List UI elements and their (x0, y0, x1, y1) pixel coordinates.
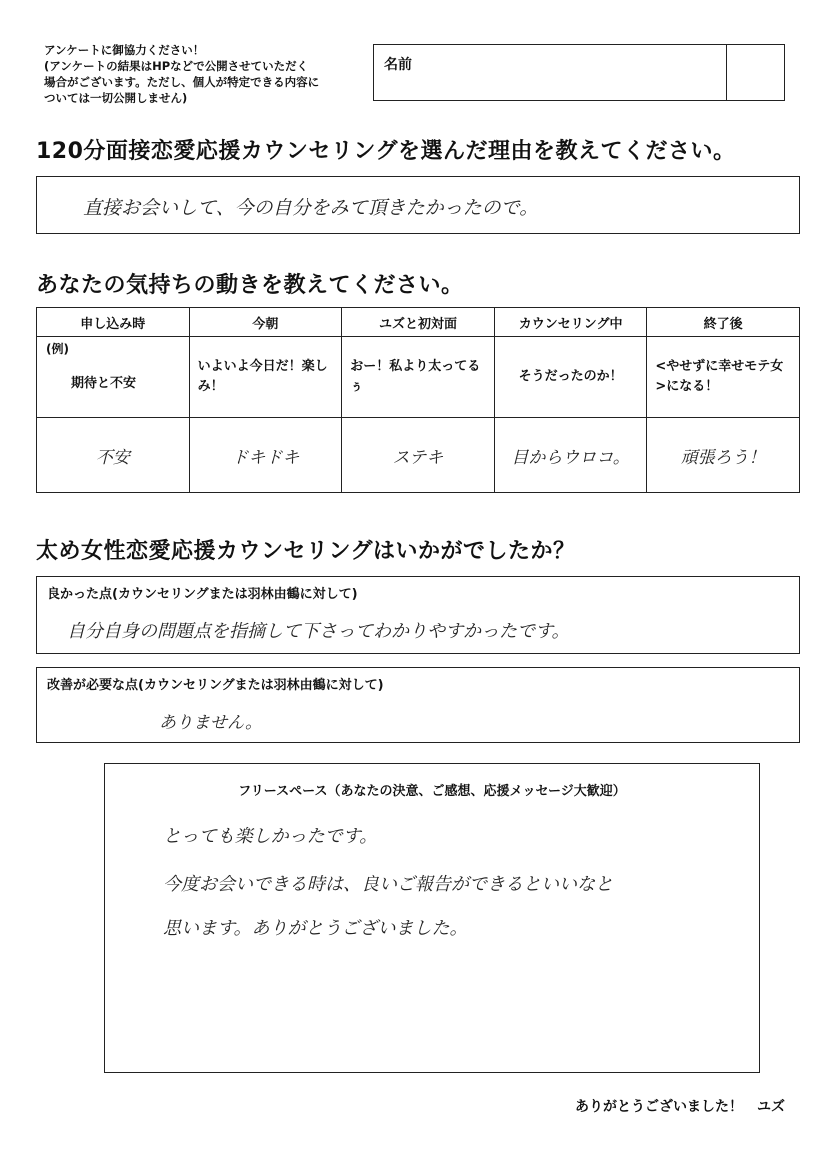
example-tag: (例) (46, 342, 69, 356)
good-points-label: 良かった点(カウンセリングまたは羽林由鶴に対して) (47, 587, 358, 602)
answer-cell[interactable]: ステキ (342, 418, 495, 493)
good-points-answer: 自分自身の問題点を指摘して下さってわかりやすかったです。 (67, 621, 570, 642)
example-cell: そうだったのか！ (494, 337, 647, 418)
column-header: 終了後 (647, 308, 800, 337)
question-3-title: 太め女性恋愛応援カウンセリングはいかがでしたか？ (36, 539, 576, 564)
improvement-label: 改善が必要な点(カウンセリングまたは羽林由鶴に対して) (47, 678, 384, 693)
feelings-table (36, 307, 800, 493)
good-points-box[interactable] (36, 576, 800, 654)
free-space-heading: フリースペース（あなたの決意、ご感想、応援メッセージ大歓迎） (238, 784, 626, 799)
question-1-answer-box[interactable] (36, 176, 800, 234)
notice-line: (アンケートの結果はHPなどで公開させていただく (44, 59, 309, 73)
question-2-title: あなたの気持ちの動きを教えてください。 (36, 273, 464, 298)
answer-cell[interactable]: 頑張ろう！ (647, 418, 800, 493)
question-1-title: 120分面接恋愛応援カウンセリングを選んだ理由を教えてください。 (36, 139, 736, 164)
example-cell: おー！私より太ってるぅ (342, 337, 495, 418)
notice-line: ついては一切公開しません) (44, 91, 188, 105)
column-header: ユズと初対面 (342, 308, 495, 337)
name-field[interactable] (373, 44, 785, 101)
improvement-answer: ありません。 (159, 713, 263, 733)
answer-cell[interactable]: 目からウロコ。 (494, 418, 647, 493)
answer-cell[interactable]: ドキドキ (189, 418, 342, 493)
column-header: 申し込み時 (37, 308, 190, 337)
name-label: 名前 (384, 57, 412, 73)
name-box-divider (726, 45, 727, 100)
question-1-answer: 直接お会いして、今の自分をみて頂きたかったので。 (83, 197, 539, 219)
improvement-box[interactable] (36, 667, 800, 743)
notice-line: 場合がございます。ただし、個人が特定できる内容に (44, 75, 320, 89)
free-space-box[interactable] (104, 763, 760, 1073)
answer-cell[interactable]: 不安 (37, 418, 190, 493)
column-header: カウンセリング中 (494, 308, 647, 337)
footer-thanks: ありがとうございました！ ユズ (575, 1099, 785, 1115)
example-cell: 期待と不安 (37, 337, 190, 418)
example-cell: いよいよ今日だ！楽しみ！ (189, 337, 342, 418)
notice-line: アンケートに御協力ください！ (44, 43, 205, 57)
free-space-line: 今度お会いできる時は、良いご報告ができるといいなと (163, 874, 613, 895)
free-space-line: 思います。ありがとうございました。 (163, 918, 468, 939)
free-space-line: とっても楽しかったです。 (163, 826, 378, 847)
example-cell: <やせずに幸せモテ女>になる！ (647, 337, 800, 418)
survey-notice (44, 42, 364, 106)
column-header: 今朝 (189, 308, 342, 337)
